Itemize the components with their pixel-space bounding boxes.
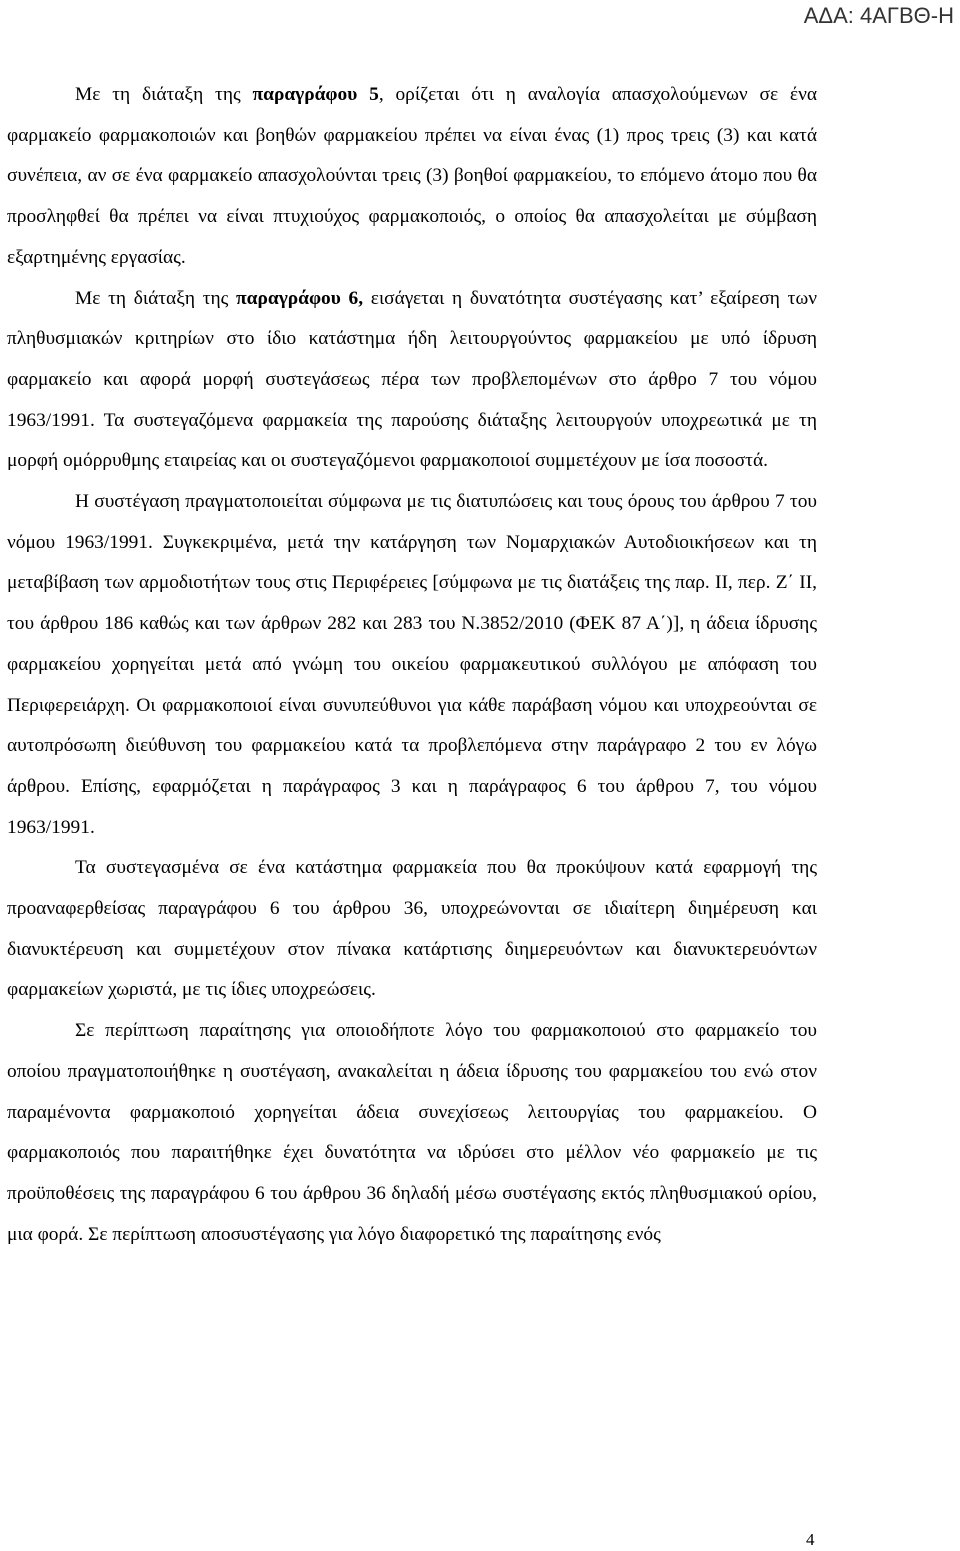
paragraph-text: εισάγεται η δυνατότητα συστέγασης κατ’ εξαίρεση των πληθυσμιακών κριτηρίων στο ίδιο κατάστημα ήδη λειτουργούντος φαρμακείου με υπό ίδρυση φαρμακείο και αφορά μορφή συστεγάσεως πέρα των προβλεπομένων στο άρθρο 7 του νόμου 1963/1991. Τα συστεγαζόμενα φαρμακεία της παρούσης διάταξης λειτουργούν υποχρεωτικά με τη μορφή ομόρρυθμης εταιρείας και οι συστεγαζόμενοι φαρμακοποιοί συμμετέχουν με ίσα ποσοστά. [7,287,817,472]
resignation-paragraph: Σε περίπτωση παραίτησης για οποιοδήποτε λόγο του φαρμακοποιού στο φαρμακείο του οποίου πραγματοποιήθηκε η συστέγαση, ανακαλείται η άδεια ίδρυσης του φαρμακείου του ενώ στον παραμένοντα φαρμακοποιό χορηγείται άδεια συνεχίσεως λειτουργίας του φαρμακείου. Ο φαρμακοποιός που παραιτήθηκε έχει δυνατότητα να ιδρύσει στο μέλλον νέο φαρμακείο με τις προϋποθέσεις της παραγράφου 6 του άρθρου 36 δηλαδή μέσω συστέγασης εκτός πληθυσμιακού ορίου, μια φορά. Σε περίπτωση αποσυστέγασης για λόγο διαφορετικό της παραίτησης ενός [7,1020,817,1245]
bold-paragraph-reference: παραγράφου 5 [252,84,379,105]
paragraph-text: , ορίζεται ότι η αναλογία απασχολούμενων σε ένα φαρμακείο φαρμακοποιών και βοηθών φαρμακείου πρέπει να είναι ένας (1) προς τρεις (3) και κατά συνέπεια, αν σε ένα φαρμακείο απασχολούνται τρεις (3) βοηθοί φαρμακείου, το επόμενο άτομο που θα προσληφθεί θα πρέπει να είναι πτυχιούχος φαρμακοποιός, ο οποίος θα απασχολείται με σύμβαση εξαρτημένης εργασίας. [7,84,817,268]
co-location-procedure-paragraph: Η συστέγαση πραγματοποιείται σύμφωνα με τις διατυπώσεις και τους όρους του άρθρου 7 του νόμου 1963/1991. Συγκεκριμένα, μετά την κατάργηση των Νομαρχιακών Αυτοδιοικήσεων και τη μεταβίβαση των αρμοδιοτήτων τους στις Περιφέρειες [σύμφωνα με τις διατάξεις της παρ. ΙΙ, περ. Ζ΄ ΙΙ, του άρθρου 186 καθώς και των άρθρων 282 και 283 του Ν.3852/2010 (ΦΕΚ 87 Α΄)], η άδεια ίδρυσης φαρμακείου χορηγείται μετά από γνώμη του οικείου φαρμακευτικού συλλόγου με απόφαση του Περιφερειάρχη. Οι φαρμακοποιοί είναι συνυπεύθυνοι για κάθε παράβαση νόμου και υποχρεούνται σε αυτοπρόσωπη διεύθυνση του φαρμακείου κατά τα προβλεπόμενα στην παράγραφο 2 του εν λόγω άρθρου. Επίσης, εφαρμόζεται η παράγραφος 3 και η παράγραφος 6 του άρθρου 7, του νόμου 1963/1991. [7,491,817,838]
paragraph-5-description [7,75,817,279]
paragraph-text: Με τη διάταξη της [75,287,237,309]
duty-schedule-paragraph: Τα συστεγασμένα σε ένα κατάστημα φαρμακεία που θα προκύψουν κατά εφαρμογή της προαναφερθείσας παραγράφου 6 του άρθρου 36, υποχρεώνονται σε ιδιαίτερη διημέρευση και διανυκτέρευση και συμμετέχουν στον πίνακα κατάρτισης διημερευόντων και διανυκτερευόντων φαρμακείων χωριστά, με τις ίδιες υποχρεώσεις. [7,857,817,1001]
document-body [7,75,817,1255]
page-number: 4 [806,1530,815,1549]
bold-paragraph-reference: παραγράφου 6, [236,287,364,309]
ada-code-header: ΑΔΑ: 4ΑΓΒΘ-Η [803,3,954,28]
paragraph-text: Με τη διάταξη της [75,84,253,105]
paragraph-6-description [7,279,817,483]
